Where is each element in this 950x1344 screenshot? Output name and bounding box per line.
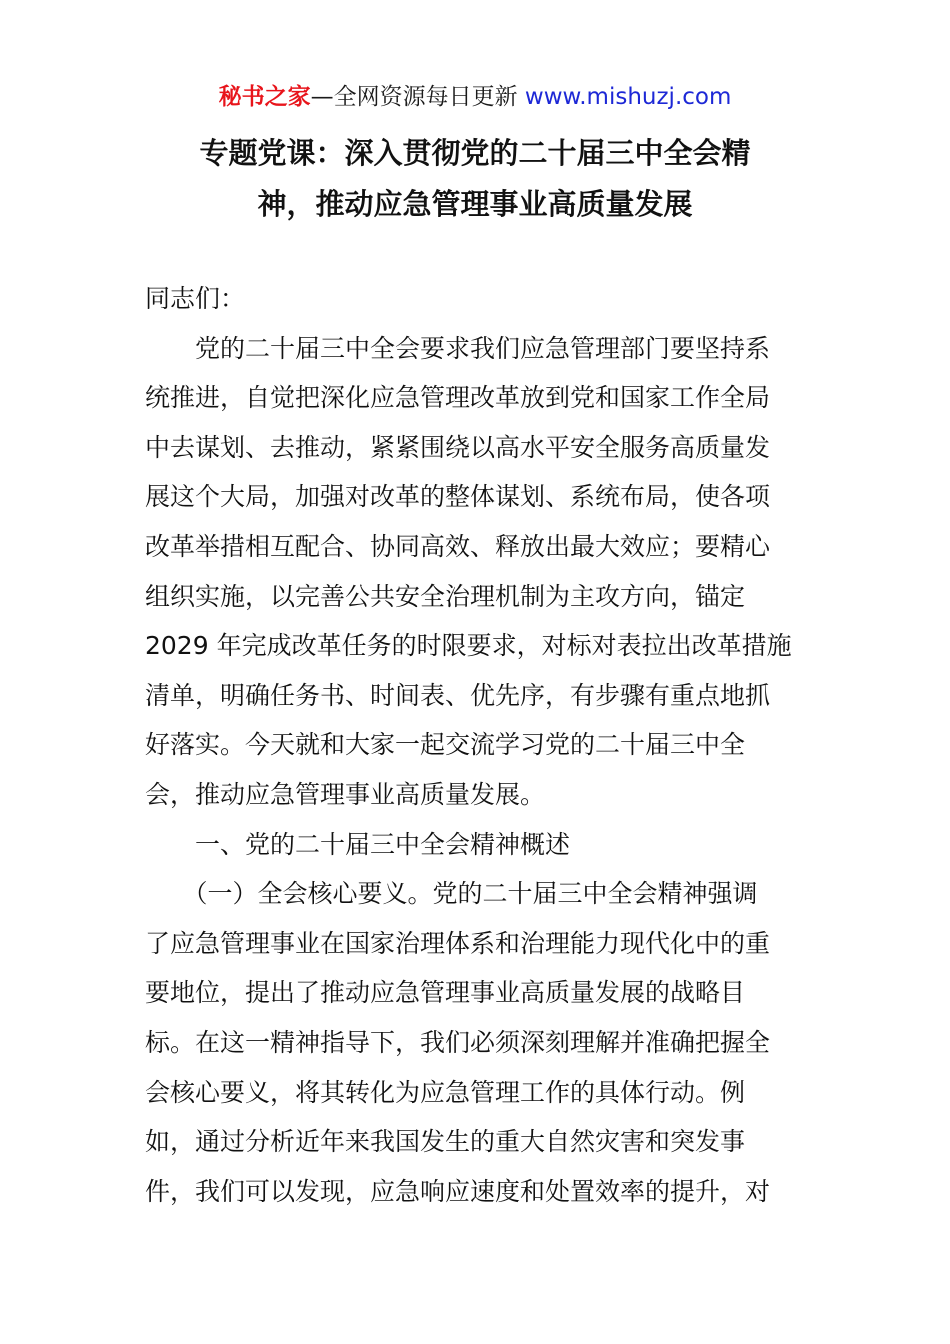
site-url-link[interactable]: www.mishuzj.com — [524, 84, 732, 110]
body-line: 会，推动应急管理事业高质量发展。 — [145, 779, 546, 809]
body-line: 好落实。今天就和大家一起交流学习党的二十届三中全 — [145, 730, 746, 760]
salutation: 同志们： — [145, 284, 246, 313]
body-line: 统推进，自觉把深化应急管理改革放到党和国家工作全局 — [145, 383, 771, 413]
body-line: 2029 年完成改革任务的时限要求，对标对表拉出改革措施 — [145, 631, 792, 661]
body-line: 组织实施，以完善公共安全治理机制为主攻方向，锚定 — [145, 581, 746, 611]
section-heading: 一、党的二十届三中全会精神概述 — [145, 829, 571, 859]
body-line: 清单，明确任务书、时间表、优先序，有步骤有重点地抓 — [145, 680, 771, 710]
body-line: 件，我们可以发现，应急响应速度和处置效率的提升，对 — [145, 1176, 771, 1206]
body-line: 标。在这一精神指导下，我们必须深刻理解并准确把握全 — [145, 1027, 771, 1057]
body-line: 如，通过分析近年来我国发生的重大自然灾害和突发事 — [145, 1127, 746, 1157]
body-line: 改革举措相互配合、协同高效、释放出最大效应；要精心 — [145, 531, 771, 561]
document-body — [145, 274, 809, 1216]
body-line: 中去谋划、去推动，紧紧围绕以高水平安全服务高质量发 — [145, 432, 771, 462]
document-title — [0, 128, 950, 230]
body-line: 要地位，提出了推动应急管理事业高质量发展的战略目 — [145, 978, 746, 1008]
body-line: （一）全会核心要义。党的二十届三中全会精神强调 — [145, 879, 758, 909]
title-line: 专题党课：深入贯彻党的二十届三中全会精 — [199, 136, 751, 170]
body-line: 会核心要义，将其转化为应急管理工作的具体行动。例 — [145, 1077, 746, 1107]
site-header — [0, 80, 950, 114]
header-tagline: —全网资源每日更新 — [310, 84, 525, 110]
brand-name: 秘书之家 — [218, 84, 311, 110]
body-line: 党的二十届三中全会要求我们应急管理部门要坚持系 — [145, 333, 771, 363]
body-line: 展这个大局，加强对改革的整体谋划、系统布局，使各项 — [145, 482, 771, 512]
body-line: 了应急管理事业在国家治理体系和治理能力现代化中的重 — [145, 928, 771, 958]
title-line: 神，推动应急管理事业高质量发展 — [257, 187, 693, 221]
